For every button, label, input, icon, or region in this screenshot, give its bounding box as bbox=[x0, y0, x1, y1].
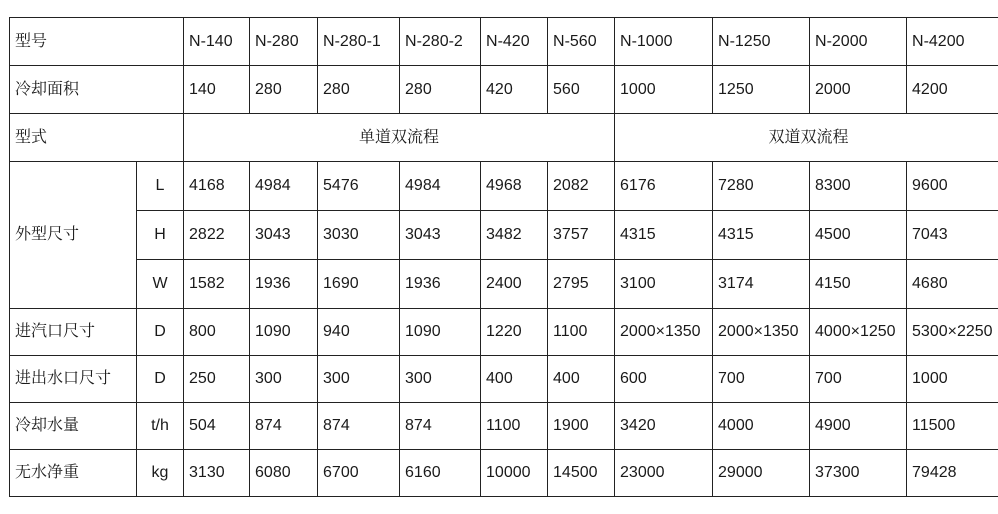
dimension-cell: 1690 bbox=[318, 260, 400, 309]
table-cell: 37300 bbox=[810, 450, 907, 497]
table-cell: 400 bbox=[548, 356, 615, 403]
table-cell: 600 bbox=[615, 356, 713, 403]
table-cell: 4900 bbox=[810, 403, 907, 450]
row-label-steam-inlet: 进汽口尺寸 bbox=[10, 309, 137, 356]
table-cell: 11500 bbox=[907, 403, 998, 450]
unit-cell: D bbox=[137, 356, 184, 403]
table-cell: 3420 bbox=[615, 403, 713, 450]
row-label-model: 型号 bbox=[10, 18, 184, 66]
table-cell: 250 bbox=[184, 356, 250, 403]
table-cell: 6080 bbox=[250, 450, 318, 497]
table-cell: 1000 bbox=[907, 356, 998, 403]
table-cell: 5300×2250 bbox=[907, 309, 998, 356]
model-cell: N-280-2 bbox=[400, 18, 481, 66]
table-cell: 700 bbox=[713, 356, 810, 403]
row-label-net-weight: 无水净重 bbox=[10, 450, 137, 497]
table-cell: 300 bbox=[318, 356, 400, 403]
model-cell: N-280-1 bbox=[318, 18, 400, 66]
table-cell: 874 bbox=[318, 403, 400, 450]
dimension-cell: 3043 bbox=[250, 211, 318, 260]
dimension-cell: 7280 bbox=[713, 162, 810, 211]
type-double-cell: 双道双流程 bbox=[615, 114, 998, 162]
dimension-cell: 8300 bbox=[810, 162, 907, 211]
row-label-type: 型式 bbox=[10, 114, 184, 162]
model-cell: N-4200 bbox=[907, 18, 998, 66]
table-cell: 3130 bbox=[184, 450, 250, 497]
model-row bbox=[10, 18, 998, 66]
table-cell: 300 bbox=[400, 356, 481, 403]
table-cell: 874 bbox=[400, 403, 481, 450]
table-cell: 10000 bbox=[481, 450, 548, 497]
table-cell: 1090 bbox=[400, 309, 481, 356]
table-cell: 6160 bbox=[400, 450, 481, 497]
dimension-cell: 3174 bbox=[713, 260, 810, 309]
dimension-cell: 3100 bbox=[615, 260, 713, 309]
table-cell: 1090 bbox=[250, 309, 318, 356]
type-row bbox=[10, 114, 998, 162]
table-cell: 4000 bbox=[713, 403, 810, 450]
dimension-cell: 2400 bbox=[481, 260, 548, 309]
cooling-area-cell: 280 bbox=[318, 66, 400, 114]
dimension-cell: 3757 bbox=[548, 211, 615, 260]
dimension-cell: 4500 bbox=[810, 211, 907, 260]
cooling-area-cell: 560 bbox=[548, 66, 615, 114]
table-cell: 1220 bbox=[481, 309, 548, 356]
table-cell: 400 bbox=[481, 356, 548, 403]
dimension-cell: 2795 bbox=[548, 260, 615, 309]
table-cell: 14500 bbox=[548, 450, 615, 497]
unit-cell: L bbox=[137, 162, 184, 211]
table-cell: 23000 bbox=[615, 450, 713, 497]
dimension-cell: 2822 bbox=[184, 211, 250, 260]
row-label-water-port: 进出水口尺寸 bbox=[10, 356, 137, 403]
net-weight-row bbox=[10, 450, 998, 497]
unit-cell: H bbox=[137, 211, 184, 260]
table-cell: 300 bbox=[250, 356, 318, 403]
cooling-area-cell: 280 bbox=[250, 66, 318, 114]
cooling-area-cell: 4200 bbox=[907, 66, 998, 114]
dimension-cell: 2082 bbox=[548, 162, 615, 211]
table-cell: 1900 bbox=[548, 403, 615, 450]
dimension-row-h bbox=[10, 211, 998, 260]
cooling-area-cell: 280 bbox=[400, 66, 481, 114]
steam-inlet-row bbox=[10, 309, 998, 356]
model-cell: N-420 bbox=[481, 18, 548, 66]
cooling-area-cell: 420 bbox=[481, 66, 548, 114]
table-cell: 6700 bbox=[318, 450, 400, 497]
model-cell: N-560 bbox=[548, 18, 615, 66]
table-cell: 4000×1250 bbox=[810, 309, 907, 356]
dimension-cell: 1936 bbox=[250, 260, 318, 309]
dimension-cell: 7043 bbox=[907, 211, 998, 260]
dimension-cell: 4315 bbox=[615, 211, 713, 260]
table-cell: 940 bbox=[318, 309, 400, 356]
dimension-cell: 3030 bbox=[318, 211, 400, 260]
dimension-cell: 4168 bbox=[184, 162, 250, 211]
model-cell: N-1250 bbox=[713, 18, 810, 66]
dimension-cell: 4150 bbox=[810, 260, 907, 309]
row-label-dimensions: 外型尺寸 bbox=[10, 162, 137, 309]
dimension-cell: 4680 bbox=[907, 260, 998, 309]
specification-table bbox=[9, 17, 998, 497]
cooling-area-cell: 1250 bbox=[713, 66, 810, 114]
type-single-cell: 单道双流程 bbox=[184, 114, 615, 162]
dimension-cell: 3043 bbox=[400, 211, 481, 260]
cooling-area-cell: 2000 bbox=[810, 66, 907, 114]
dimension-row-w bbox=[10, 260, 998, 309]
unit-cell: D bbox=[137, 309, 184, 356]
row-label-cooling-water: 冷却水量 bbox=[10, 403, 137, 450]
unit-cell: W bbox=[137, 260, 184, 309]
model-cell: N-140 bbox=[184, 18, 250, 66]
table-cell: 29000 bbox=[713, 450, 810, 497]
model-cell: N-280 bbox=[250, 18, 318, 66]
dimension-cell: 4315 bbox=[713, 211, 810, 260]
water-port-row bbox=[10, 356, 998, 403]
dimension-cell: 3482 bbox=[481, 211, 548, 260]
model-cell: N-1000 bbox=[615, 18, 713, 66]
unit-cell: kg bbox=[137, 450, 184, 497]
dimension-row-l bbox=[10, 162, 998, 211]
table-cell: 79428 bbox=[907, 450, 998, 497]
table-cell: 2000×1350 bbox=[713, 309, 810, 356]
table-cell: 2000×1350 bbox=[615, 309, 713, 356]
table-cell: 1100 bbox=[481, 403, 548, 450]
cooling-water-row bbox=[10, 403, 998, 450]
table-cell: 800 bbox=[184, 309, 250, 356]
dimension-cell: 6176 bbox=[615, 162, 713, 211]
table-cell: 700 bbox=[810, 356, 907, 403]
table-cell: 874 bbox=[250, 403, 318, 450]
dimension-cell: 4984 bbox=[250, 162, 318, 211]
dimension-cell: 4984 bbox=[400, 162, 481, 211]
row-label-cooling-area: 冷却面积 bbox=[10, 66, 184, 114]
unit-cell: t/h bbox=[137, 403, 184, 450]
dimension-cell: 4968 bbox=[481, 162, 548, 211]
dimension-cell: 5476 bbox=[318, 162, 400, 211]
table-cell: 1100 bbox=[548, 309, 615, 356]
dimension-cell: 9600 bbox=[907, 162, 998, 211]
dimension-cell: 1582 bbox=[184, 260, 250, 309]
cooling-area-cell: 1000 bbox=[615, 66, 713, 114]
model-cell: N-2000 bbox=[810, 18, 907, 66]
cooling-area-cell: 140 bbox=[184, 66, 250, 114]
dimension-cell: 1936 bbox=[400, 260, 481, 309]
cooling-area-row bbox=[10, 66, 998, 114]
table-cell: 504 bbox=[184, 403, 250, 450]
